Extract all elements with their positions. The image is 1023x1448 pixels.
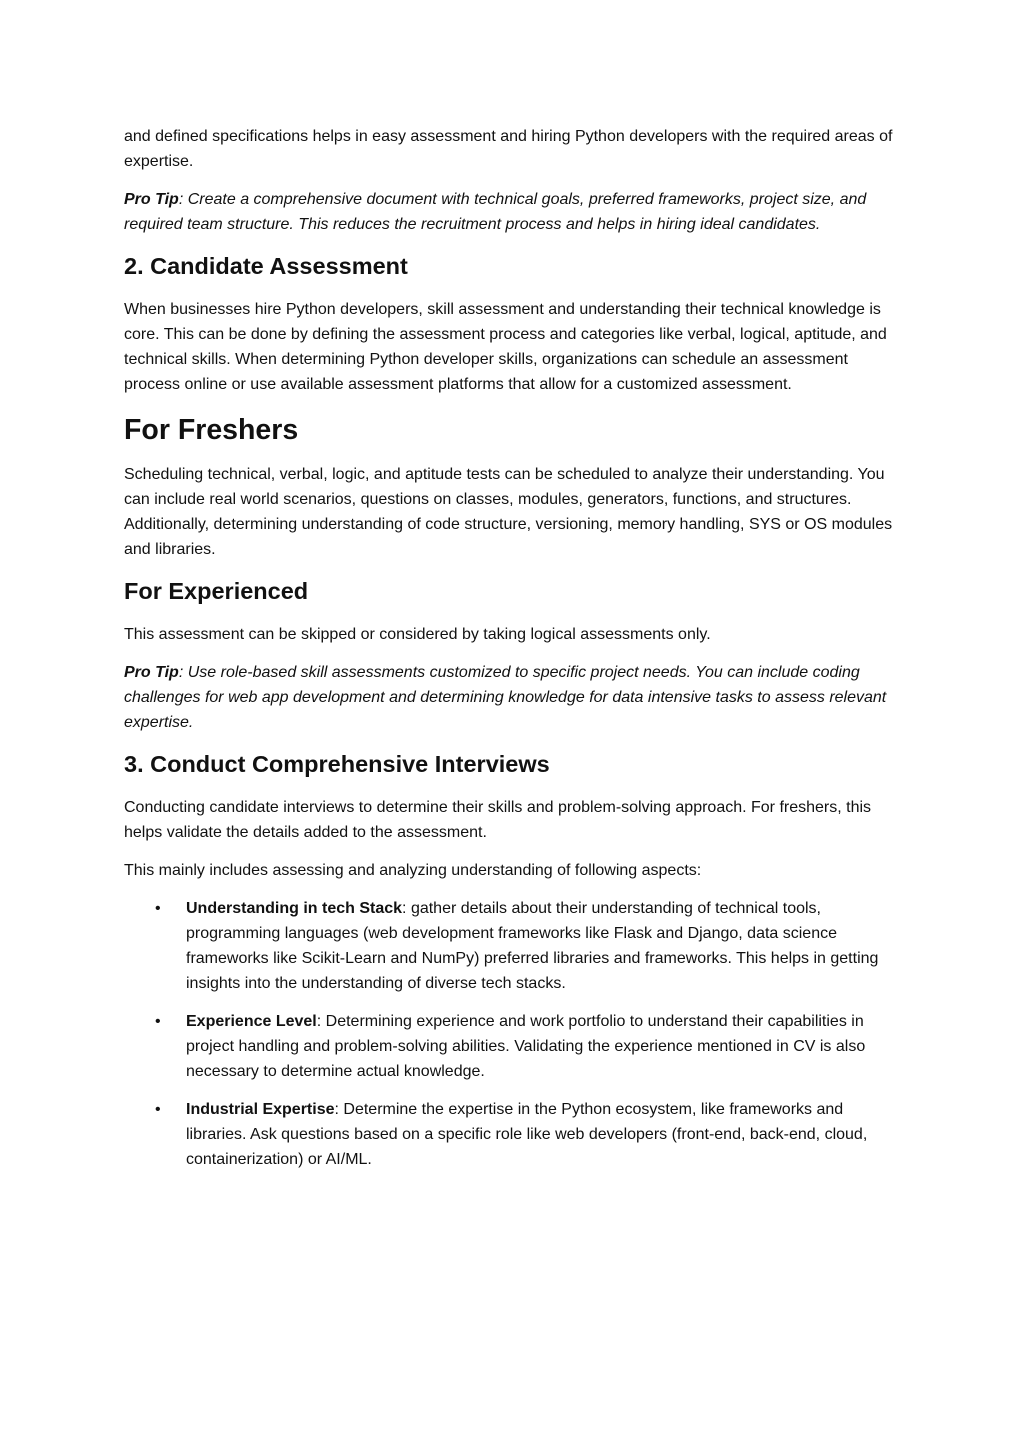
heading-for-experienced: For Experienced <box>124 578 309 604</box>
interviews-paragraph: Conducting candidate interviews to determine their skills and problem-solving approach. For freshers, this helps validate the details added to the assessment. <box>124 799 872 841</box>
heading-for-freshers: For Freshers <box>124 414 299 446</box>
section-heading-comprehensive-interviews: 3. Conduct Comprehensive Interviews <box>124 751 550 777</box>
intro-paragraph: and defined specifications helps in easy assessment and hiring Python developers with the required areas of expertise. <box>124 128 893 170</box>
list-item <box>124 896 899 996</box>
aspects-intro-paragraph: This mainly includes assessing and analyzing understanding of following aspects: <box>124 862 702 879</box>
document-page <box>124 124 899 1185</box>
pro-tip-label: Pro Tip <box>124 191 179 208</box>
bullet-icon: • <box>155 1101 161 1118</box>
list-item-term: Industrial Expertise <box>186 1101 335 1118</box>
aspects-list <box>124 896 899 1172</box>
bullet-icon: • <box>155 900 161 917</box>
list-item <box>124 1009 899 1084</box>
list-item-text: : Determining experience and work portfolio to understand their capabilities in project handling and problem-solving abilities. Validating the experience mentioned in CV is also necessary to determine actual knowledge. <box>186 1013 866 1080</box>
list-item-term: Experience Level <box>186 1013 317 1030</box>
freshers-paragraph: Scheduling technical, verbal, logic, and aptitude tests can be scheduled to analyze their understanding. You can include real world scenarios, questions on classes, modules, generators, functions, and structures. Additionally, determining understanding of code structure, versioning, memory handling, SYS or OS modules and libraries. <box>124 466 893 558</box>
section-heading-candidate-assessment: 2. Candidate Assessment <box>124 253 408 279</box>
pro-tip-paragraph <box>124 187 899 237</box>
list-item <box>124 1097 899 1172</box>
pro-tip-paragraph <box>124 660 899 735</box>
experienced-paragraph: This assessment can be skipped or considered by taking logical assessments only. <box>124 626 711 643</box>
candidate-assessment-paragraph: When businesses hire Python developers, skill assessment and understanding their technical knowledge is core. This can be done by defining the assessment process and categories like verbal, logical, aptitude, and technical skills. When determining Python developer skills, organizations can schedule an assessment process online or use available assessment platforms that allow for a customized assessment. <box>124 301 887 393</box>
bullet-icon: • <box>155 1013 161 1030</box>
pro-tip-text: : Create a comprehensive document with technical goals, preferred frameworks, project size, and required team structure. This reduces the recruitment process and helps in hiring ideal candidates. <box>124 191 867 233</box>
list-item-text: : gather details about their understanding of technical tools, programming languages (web development frameworks like Flask and Django, data science frameworks like Scikit-Learn and NumPy) preferred libraries and frameworks. This helps in getting insights into the understanding of diverse tech stacks. <box>186 900 879 992</box>
pro-tip-text: : Use role-based skill assessments customized to specific project needs. You can include coding challenges for web app development and determining knowledge for data intensive tasks to assess relevant expertise. <box>124 664 887 731</box>
list-item-text: : Determine the expertise in the Python ecosystem, like frameworks and libraries. Ask questions based on a specific role like web developers (front-end, back-end, cloud, containerization) or AI/ML. <box>186 1101 868 1168</box>
list-item-term: Understanding in tech Stack <box>186 900 403 917</box>
pro-tip-label: Pro Tip <box>124 664 179 681</box>
